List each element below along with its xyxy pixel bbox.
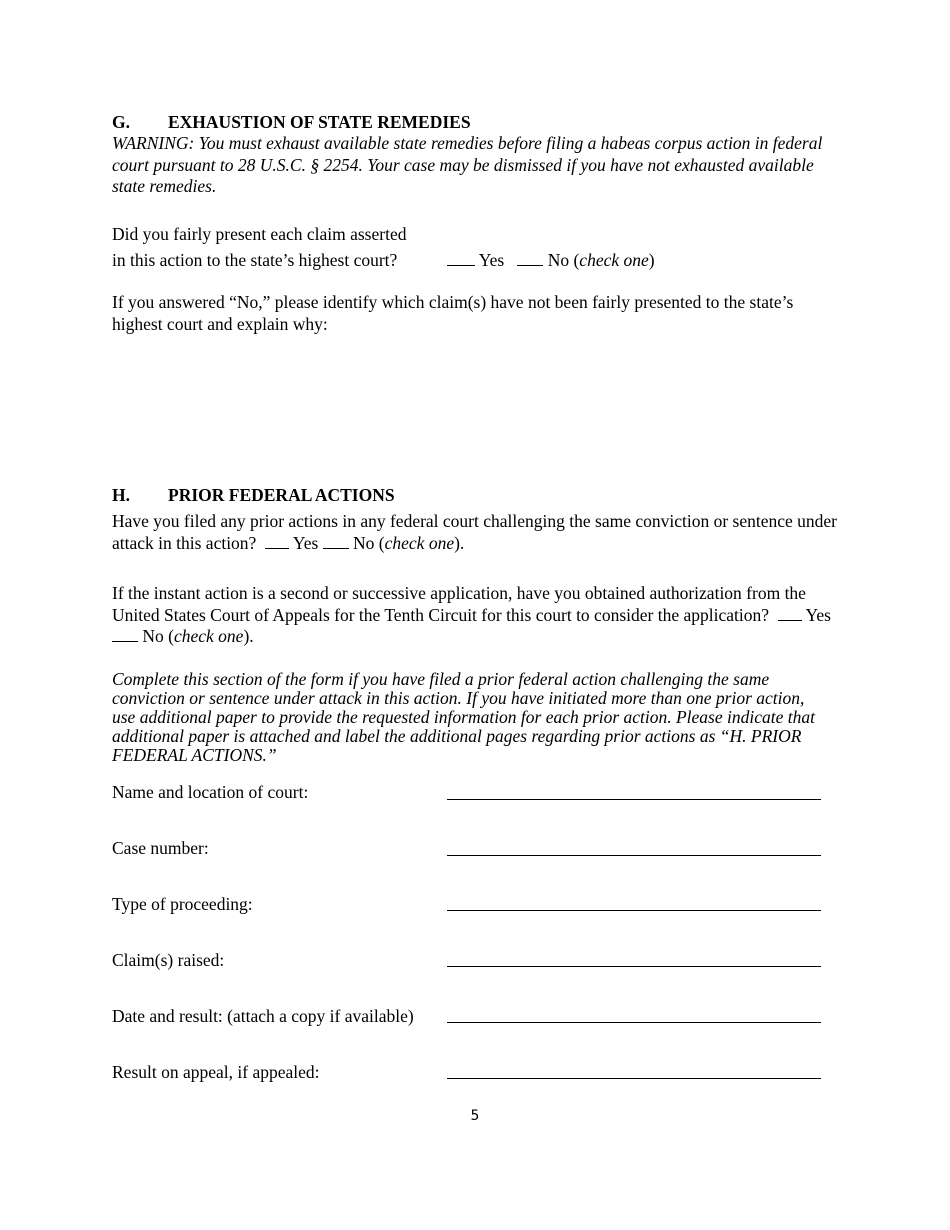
section-g-heading (112, 112, 471, 134)
section-h-letter: H. (112, 485, 130, 505)
section-h-q2-close-paren: ). (243, 626, 254, 646)
section-g-yes-label: Yes (478, 250, 505, 270)
section-h-q2-no-label: No ( (142, 626, 174, 646)
field-label-date-result: Date and result: (attach a copy if available) (112, 1006, 414, 1026)
section-g-no-label: No ( (547, 250, 580, 270)
section-g-warning: WARNING: You must exhaust available state remedies before filing a habeas corpus action in federal court pursuant to 28 U.S.C. § 2254. Your case may be dismissed if you have not exhausted available state remedies. (112, 133, 823, 196)
field-label-claims-raised: Claim(s) raised: (112, 950, 225, 970)
section-h-q1-no-blank[interactable] (323, 533, 349, 549)
section-g-question-line2: in this action to the state’s highest court? (112, 250, 398, 270)
field-line-case-number[interactable] (447, 855, 821, 856)
section-h-q1-close-paren: ). (454, 532, 465, 553)
section-g-question-line1: Did you fairly present each claim asserted (112, 224, 407, 244)
section-h-question2 (112, 583, 852, 648)
section-g-followup: If you answered “No,” please identify which claim(s) have not been fairly presented to the state’s highest court and explain why: (112, 292, 794, 334)
field-line-appeal-result[interactable] (447, 1078, 821, 1079)
section-h-question1 (112, 511, 852, 554)
field-line-date-result[interactable] (447, 1022, 821, 1023)
field-label-appeal-result: Result on appeal, if appealed: (112, 1062, 320, 1082)
section-h-q2-check-one: check one (173, 626, 244, 646)
field-label-proceeding-type: Type of proceeding: (112, 894, 253, 914)
section-g-title: EXHAUSTION OF STATE REMEDIES (168, 112, 471, 132)
section-h-q2-text: If the instant action is a second or successive application, have you obtained authorization from the United States Court of Appeals for the Tenth Circuit for this court to consider the application? (112, 583, 806, 625)
section-h-q1-yes-blank[interactable] (265, 533, 289, 549)
page-number: 5 (470, 1108, 480, 1124)
section-h-q1-check-one: check one (384, 532, 455, 553)
section-h-q2-no-blank[interactable] (112, 626, 138, 642)
section-g-letter: G. (112, 112, 130, 132)
section-g-yes-blank[interactable] (447, 250, 475, 266)
section-h-q1-text: Have you filed any prior actions in any federal court challenging the same conviction or sentence under attack in this action? (112, 511, 838, 553)
section-h-q2-yes-blank[interactable] (778, 605, 802, 621)
section-g-yes-no (447, 250, 655, 272)
field-line-proceeding-type[interactable] (447, 910, 821, 911)
section-h-instructions: Complete this section of the form if you have filed a prior federal action challenging the same conviction or sentence under attack in this action. If you have initiated more than one prior action, use additional paper to provide the requested information for each prior action. Please indicate that additional paper is attached and label the additional pages regarding prior actions as “H. PRIOR FEDERAL ACTIONS.” (112, 669, 815, 765)
section-h-q2-yes-label: Yes (805, 604, 831, 625)
field-line-court[interactable] (447, 799, 821, 800)
section-h-q1-yes-label: Yes (292, 532, 319, 553)
section-g-close-paren: ) (648, 250, 655, 270)
section-g-no-blank[interactable] (517, 250, 543, 266)
field-label-court: Name and location of court: (112, 782, 309, 802)
section-h-q1-no-label: No ( (353, 532, 385, 553)
section-h-title: PRIOR FEDERAL ACTIONS (168, 485, 395, 505)
section-h-heading (112, 485, 395, 507)
section-g-check-one: check one (579, 250, 649, 270)
field-label-case-number: Case number: (112, 838, 209, 858)
field-line-claims-raised[interactable] (447, 966, 821, 967)
